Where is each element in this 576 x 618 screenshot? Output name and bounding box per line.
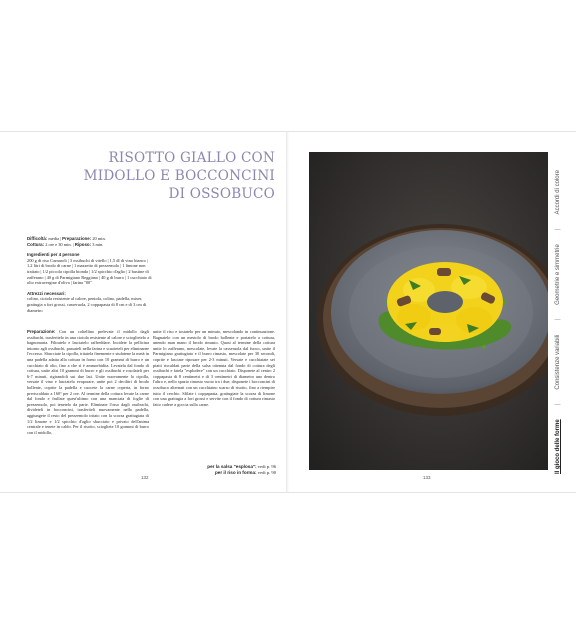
chapter-tab[interactable]: Geometrie e simmetrie: [555, 244, 561, 305]
cross-references: [160, 464, 276, 476]
reference-page: vedi p. 96: [257, 464, 276, 469]
recipe-title: [40, 149, 275, 203]
chapter-tab[interactable]: Accordi di colore: [555, 170, 561, 215]
reference-page: vedi p. 90: [257, 470, 276, 475]
chapter-tab-active[interactable]: Il gioco delle forme: [555, 419, 561, 474]
reference-label: per il riso in forma:: [214, 470, 257, 475]
page-number-right: 133: [423, 475, 431, 480]
method-text-right: unite il riso e tostatelo per un minuto, mescolando in continuazione. Bagnatelo con un mestolo di brodo bollente e portatelo a cottura, unendo man mano il brodo rimasto. Quasi al termine della cottura unite lo zafferano, mescolate, levate la casseruola dal fuoco, unite il Parmigiano grattugiato e il burro rimasto, mescolate per 30 secondi, coprite e lasciate riposare per 2-3 minuti. Versate e cucchiaiate sei piatti riscaldati parte della salsa ottenuta dal fondo di cottura degli ossibuchi e fatela "esplodere" con un cucchiaio. Disponete al centro 2 coppapasta di 8 centimetri e di 3 centimetri di diametro uno dentro l'altro e, nello spazio rimasto vuoto tra i due, disponete i bocconcini di ossobuco alternati con un cucchiaino scarso di risotto, fino a riempire tutto il cerchio. Sfilate i coppapasta, grattugiate la scorza di limone con una grattugia a fori grossi e servite con il fondo di cottura rimasto fatto cadere a goccia sulla carne.: [153, 329, 275, 407]
meta-line-2: Cottura: 2 ore e 30 min. | Riposo: 3 min.: [27, 241, 104, 247]
tools-heading: Attrezzi necessari:: [27, 290, 66, 296]
dish-photo: [309, 152, 548, 470]
meta-line-1: Difficoltà: media | Preparazione: 20 min.: [27, 236, 106, 241]
page-number-left: 132: [141, 475, 149, 480]
title-line: MIDOLLO E BOCCONCINI: [83, 168, 275, 184]
method-heading: Preparazione:: [27, 329, 56, 334]
rest-label: Riposo:: [74, 241, 92, 247]
method-column-right: [153, 329, 275, 407]
difficulty-label: Difficoltà:: [27, 236, 48, 241]
chapter-tabs: Accordi di colore | Geometrie e simmetrie | Consistenze variabili | Il gioco delle forme: [555, 170, 561, 474]
method-column-left: [27, 329, 149, 435]
method-text-left: Con un coltellino prelevate il midollo dagli ossibuchi, trasferitelo in una ciotola resistente al calore e scioglietelo a bagnomaria. Filtratelo e lasciatelo raffreddare. Incidete la pellicina intorno agli ossibuchi, passateli nella farina e scuoteteli per eliminarne l'eccesso. Sbucciate la cipolla, tritatela finemente e stufatene la metà in una padella adatta alla cottura in forno con 10 grammi di burro e un cucchiaio di olio, fino a che sì è ammorbidita. Levatela dal fondo di cottura, unite altri 10 grammi di burro e gli ossibuchi e rosolateli per 6-7 minuti, rigirandoli sui due lati. Unite nuovamente la cipolla, versate il vino e lasciatelo evaporare, unite poi 2 decilitri di brodo bollente, coprite la padella e cuocete la carne coperta, in forno preriscaldato a 160° per 2 ore. Al termine della cottura levate la carne dal fondo e frullate quest'ultimo con una manciata di foglie di prezzemolo, poi tenetelo da parte. Eliminate l'osso dagli ossibuchi, divideteli in bocconcini, trasferiteli nuovamente nella padella, aggiungete il resto del prezzemolo tritato con la scorza grattugiata di 1/2 limone e 1/2 spicchio d'aglio sbucciato e privato dell'anima centrale e tenete in caldo. Per il risotto, sciogliete 10 grammi di burro con il midollo,: [27, 329, 149, 435]
ingredients-heading: Ingredienti per 4 persone: [27, 252, 80, 258]
prep-label: Preparazione:: [62, 236, 92, 241]
difficulty-value: media: [48, 236, 60, 241]
rest-value: 3 min.: [92, 241, 104, 247]
tools-text: colino, ciotola resistente al calore, pentola, colino, padella, mixer, grattugia a fori grossi, casseruola, 2 coppapasta di 8 cm e di 3 cm di diametro: [27, 296, 147, 313]
title-line: DI OSSOBUCO: [168, 186, 275, 202]
ingredients-text: 200 g di riso Carnaroli | 3 ossibuchi di vitello | 1,5 dl di vino bianco | 1,2 litri di brodo di carne | 1 mazzetto di prezzemolo | 1 limone non trattato | 1/2 piccola cipolla bionda | 1/2 spicchio d'aglio | 2 bustine di zafferano | 40 g di Parmigiano Reggiano | 40 g di burro | 1 cucchiaio di olio extravergine d'oliva | farina "00": [27, 257, 152, 286]
chapter-tab[interactable]: Consistenze variabili: [555, 334, 561, 390]
title-line: RISOTTO GIALLO CON: [108, 150, 275, 166]
prep-value: 20 min.: [92, 236, 106, 241]
reference-item: [160, 470, 276, 476]
page-fold: [286, 132, 289, 492]
dish-photo-illustration: [309, 152, 548, 470]
cook-value: 2 ore e 30 min.: [45, 241, 72, 247]
cook-label: Cottura:: [27, 241, 45, 247]
book-spread: [0, 131, 576, 493]
recipe-meta: [27, 236, 152, 313]
reference-label: per la salsa "esplosa":: [207, 464, 257, 469]
